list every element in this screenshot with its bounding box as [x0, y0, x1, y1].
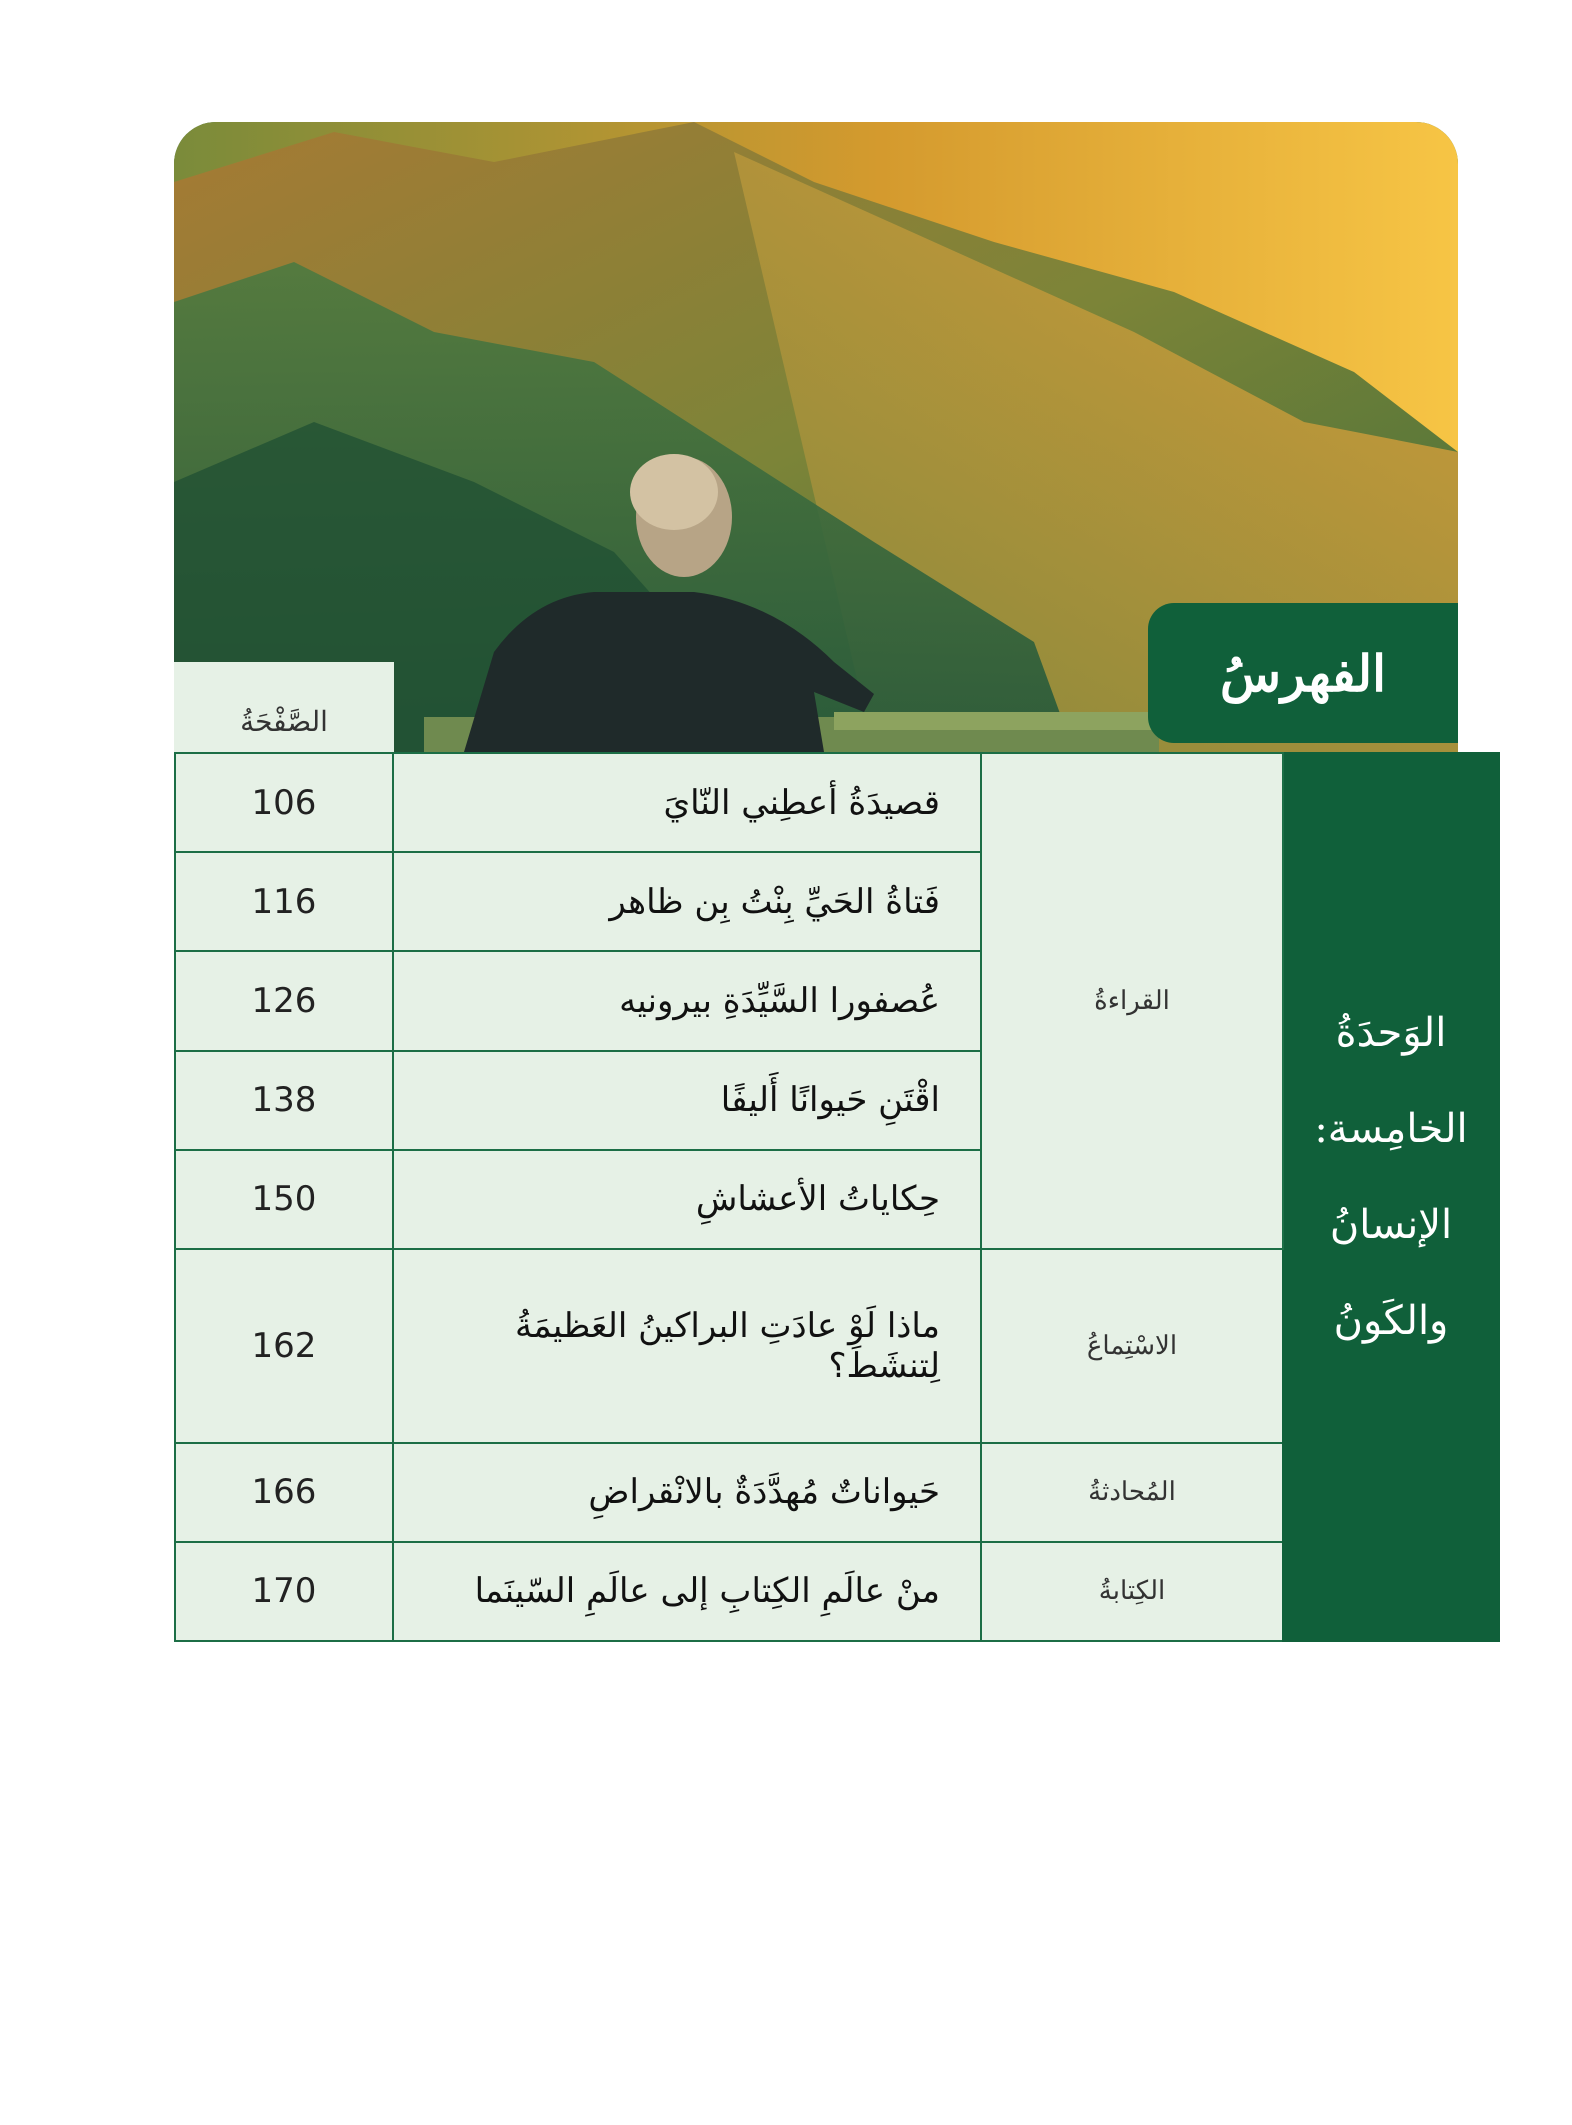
lesson-title: فَتاةُ الحَيِّ بِنْتُ بِن ظاهر — [393, 852, 981, 951]
lesson-title: ماذا لَوْ عادَتِ البراكينُ العَظيمَةُ لِتنشَطَ؟ — [393, 1249, 981, 1443]
index-title: الفهرسُ — [1219, 643, 1387, 703]
skill-writing: الكِتابةُ — [981, 1542, 1283, 1641]
page-number: 162 — [175, 1249, 393, 1443]
table-row — [175, 753, 1499, 852]
page-number: 116 — [175, 852, 393, 951]
table-of-contents — [174, 752, 1500, 1642]
skill-speaking: المُحادثةُ — [981, 1443, 1283, 1542]
lesson-title: عُصفورا السَّيِّدَةِ بيرونيه — [393, 951, 981, 1050]
page-number: 170 — [175, 1542, 393, 1641]
page-number: 106 — [175, 753, 393, 852]
unit-label: الوَحدَةُ الخامِسة: الإنسانُ والكَونُ — [1314, 1010, 1468, 1344]
lesson-title: اقْتَنِ حَيوانًا أَليفًا — [393, 1051, 981, 1150]
lesson-title: منْ عالَمِ الكِتابِ إلى عالَمِ السّينَما — [393, 1542, 981, 1641]
page-number: 166 — [175, 1443, 393, 1542]
lesson-title: حِكاياتُ الأعشاشِ — [393, 1150, 981, 1249]
skill-reading: القراءةُ — [981, 753, 1283, 1249]
lesson-title: قصيدَةُ أعطِني النّايَ — [393, 753, 981, 852]
index-title-tab — [1148, 603, 1458, 743]
unit-cell — [1283, 753, 1499, 1641]
page-column-header-label: الصَّفْحَةُ — [240, 705, 328, 738]
lesson-title: حَيواناتٌ مُهدَّدَةٌ بالانْقراضِ — [393, 1443, 981, 1542]
page-number: 150 — [175, 1150, 393, 1249]
skill-listening: الاسْتِماعُ — [981, 1249, 1283, 1443]
page-number: 138 — [175, 1051, 393, 1150]
page-column-header — [174, 662, 394, 752]
page-number: 126 — [175, 951, 393, 1050]
